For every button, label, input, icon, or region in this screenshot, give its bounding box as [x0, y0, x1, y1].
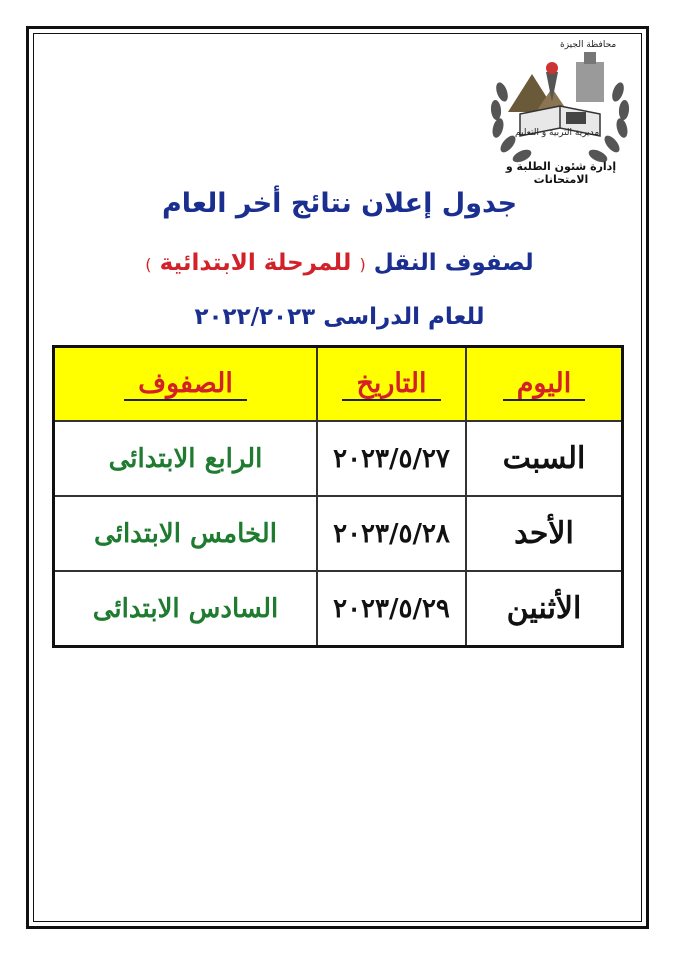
table-row — [54, 421, 623, 496]
row-grade: الرابع الابتدائى — [54, 421, 318, 496]
row-day: السبت — [466, 421, 623, 496]
results-schedule-table — [52, 345, 624, 648]
subtitle-stage: للمرحلة الابتدائية — [159, 250, 352, 276]
logo-bottom-text: مديرية التربية و التعليم — [515, 128, 600, 138]
subtitle-open-paren: ( — [359, 255, 366, 274]
table-header-row — [54, 347, 623, 422]
row-grade: السادس الابتدائى — [54, 571, 318, 647]
row-day: الأحد — [466, 496, 623, 571]
header-date: التاريخ — [317, 347, 466, 422]
logo-top-text: محافظة الجيزة — [560, 40, 617, 50]
subtitle-prefix: لصفوف النقل — [373, 250, 534, 276]
table-row — [54, 496, 623, 571]
row-day: الأثنين — [466, 571, 623, 647]
directorate-logo — [480, 32, 640, 172]
row-date: ٢٠٢٣/٥/٢٨ — [317, 496, 466, 571]
header-grades: الصفوف — [54, 347, 318, 422]
announcement-title: جدول إعلان نتائج أخر العام — [161, 188, 518, 219]
department-name: إدارة شئون الطلبة و الامتحانات — [505, 160, 617, 186]
announcement-subtitle — [0, 250, 679, 276]
table-row — [54, 571, 623, 647]
header-day: اليوم — [466, 347, 623, 422]
row-date: ٢٠٢٣/٥/٢٩ — [317, 571, 466, 647]
academic-year: للعام الدراسى ٢٠٢٢/٢٠٢٣ — [194, 304, 485, 330]
subtitle-close-paren: ) — [145, 255, 152, 274]
row-grade: الخامس الابتدائى — [54, 496, 318, 571]
row-date: ٢٠٢٣/٥/٢٧ — [317, 421, 466, 496]
